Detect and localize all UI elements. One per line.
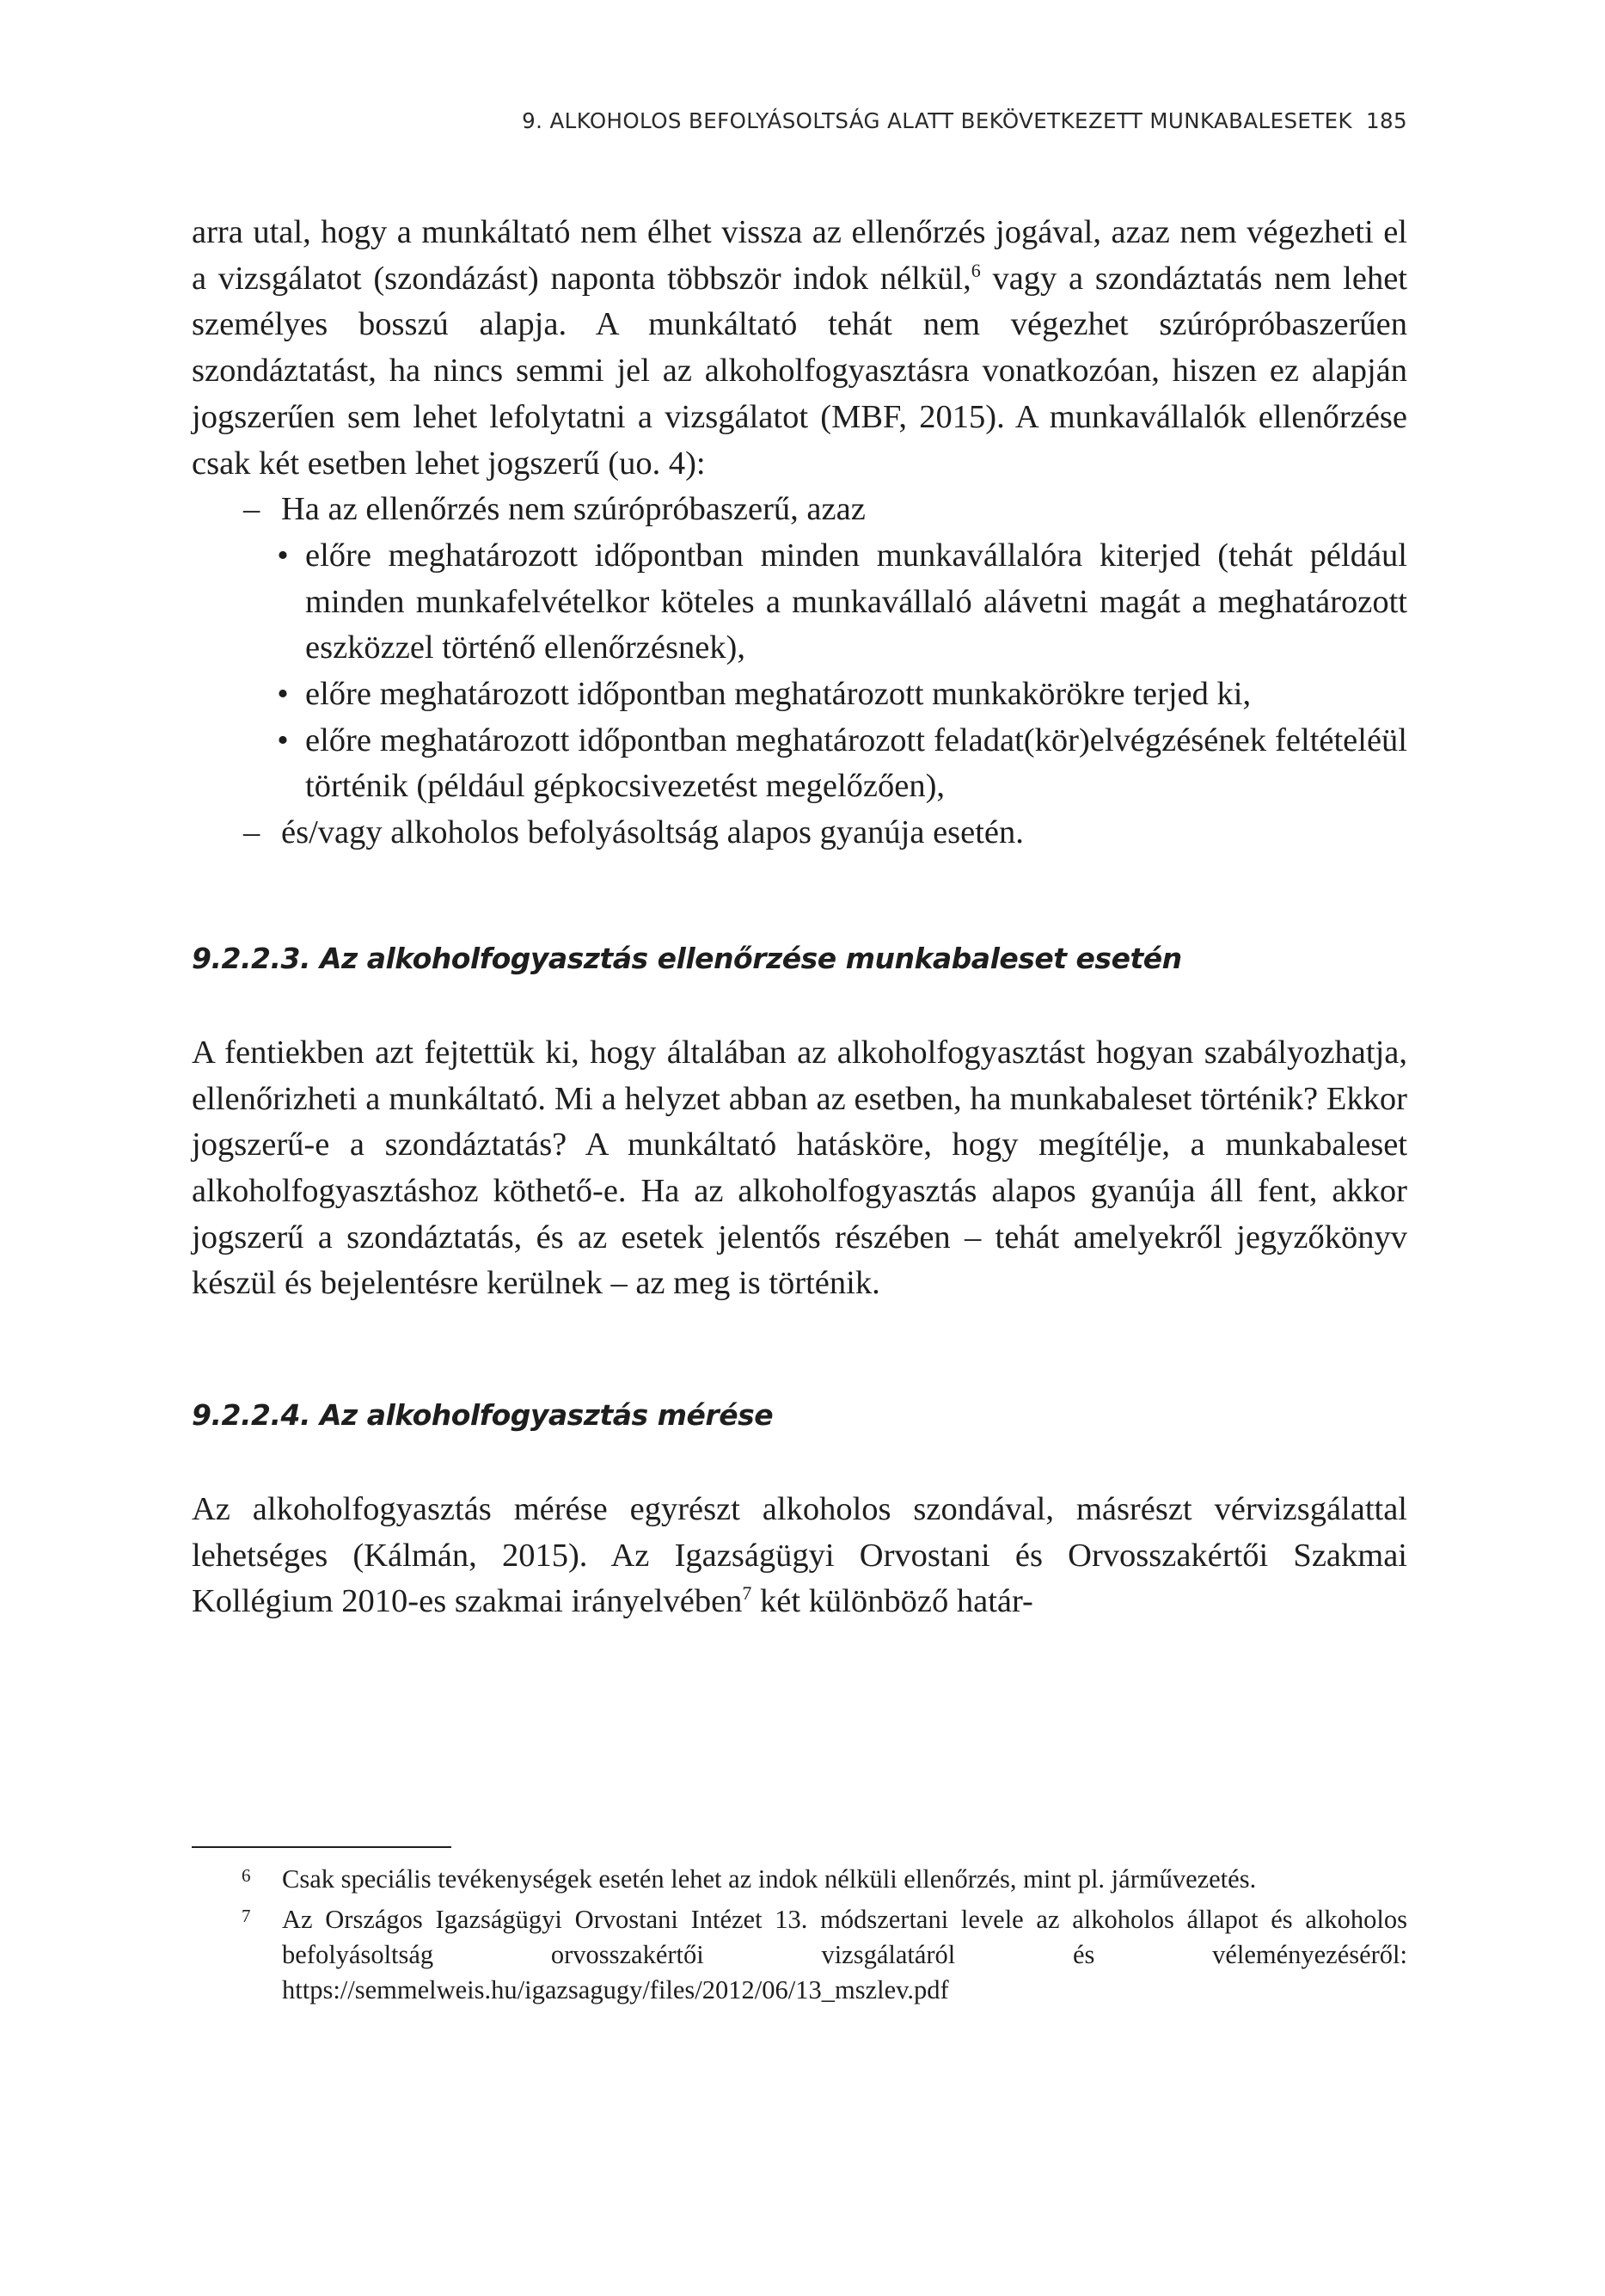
- list-item-text: előre meghatározott időpontban meghatározott munkakörökre terjed ki,: [305, 676, 1252, 713]
- footnote-text: Csak speciális tevékenységek esetén lehet az indok nélküli ellenőrzés, mint pl. járművezetés.: [282, 1864, 1257, 1894]
- footnote-ref-7[interactable]: 7: [742, 1582, 752, 1605]
- list-item: [277, 672, 1407, 718]
- section-heading: 9.2.2.3. Az alkoholfogyasztás ellenőrzése munkabaleset esetén: [192, 941, 1182, 975]
- list-item-text: előre meghatározott időpontban minden munkavállalóra kiterjed (tehát például minden munkafelvételkor köteles a munkavállaló alávetni magát a meghatározott eszközzel történő ellenőrzésnek),: [305, 537, 1407, 666]
- footnote: [192, 1862, 1407, 1897]
- list-item: [192, 487, 1407, 810]
- footnote-ref-6[interactable]: 6: [971, 259, 981, 281]
- intro-text-part2: vagy a szondáztatás nem lehet személyes bosszú alapja. A munkáltató tehát nem végezhet szúrópróbaszerűen szondáztatást, ha nincs semmi jel az alkoholfogyasztásra vonatkozóan, hiszen ez alapján jogszerűen sem lehet lefolytatni a vizsgálatot (MBF, 2015). A munkavállalók ellenőrzése csak két esetben lehet jogszerű (uo. 4):: [192, 260, 1407, 482]
- footnote: [192, 1902, 1407, 2008]
- footnote-number: 7: [242, 1906, 251, 1926]
- bullet-marker: •: [277, 721, 289, 758]
- running-head-title: 9. ALKOHOLOS BEFOLYÁSOLTSÁG ALATT BEKÖVETKEZETT MUNKABALESETEK: [522, 108, 1353, 133]
- footnotes: [192, 1862, 1407, 2013]
- list-item: [277, 718, 1407, 810]
- main-text: [192, 210, 1407, 1625]
- page-number: 185: [1366, 108, 1407, 133]
- section-paragraph: [192, 1487, 1407, 1625]
- dash-marker: –: [243, 814, 260, 851]
- bullet-marker: •: [277, 537, 289, 574]
- footnote-text: Az Országos Igazságügyi Orvostani Intézet 13. módszertani levele az alkoholos állapot és alkoholos befolyásoltság orvosszakértői vizsgálatáról és véleményezéséről: https://semmelweis.hu/igazsagugy/files/2012/06/13_mszlev.pdf: [282, 1905, 1407, 2004]
- section-paragraph: A fentiekben azt fejtettük ki, hogy általában az alkoholfogyasztást hogyan szabályozhatja, ellenőrizheti a munkáltató. Mi a helyzet abban az esetben, ha munkabaleset történik? Ekkor jogszerű-e a szondáztatás? A munkáltató hatásköre, hogy megítélje, a munkabaleset alkoholfogyasztáshoz köthető-e. Ha az alkoholfogyasztás alapos gyanúja áll fent, akkor jogszerű a szondáztatás, és az esetek jelentős részében – tehát amelyekről jegyzőkönyv készül és bejelentésre kerülnek – az meg is történik.: [192, 1034, 1407, 1302]
- list-item: [192, 810, 1407, 856]
- intro-paragraph: [192, 210, 1407, 487]
- running-header: [192, 108, 1407, 133]
- list-item-text: és/vagy alkoholos befolyásoltság alapos gyanúja esetén.: [281, 814, 1024, 851]
- section-text-part2: két különböző határ-: [751, 1583, 1033, 1620]
- list-item-text: Ha az ellenőrzés nem szúrópróbaszerű, azaz: [281, 491, 866, 528]
- list-item: [277, 533, 1407, 672]
- list-item-text: előre meghatározott időpontban meghatározott feladat(kör)elvégzésének feltételéül történik (például gépkocsivezetést megelőzően),: [305, 721, 1407, 805]
- bullet-marker: •: [277, 676, 289, 713]
- footnote-divider: [192, 1846, 451, 1848]
- dash-marker: –: [243, 491, 260, 528]
- intro-text-part1: arra utal, hogy a munkáltató nem élhet vissza az ellenőrzés jogával, azaz nem végezheti el a vizsgálatot (szondázást) naponta többször indok nélkül,: [192, 214, 1407, 297]
- footnote-number: 6: [242, 1865, 251, 1886]
- section-text-part1: Az alkoholfogyasztás mérése egyrészt alkoholos szondával, másrészt vérvizsgálattal lehetséges (Kálmán, 2015). Az Igazságügyi Orvostani és Orvosszakértői Szakmai Kollégium 2010-es szakmai irányelvében: [192, 1491, 1407, 1620]
- conditions-list: [192, 487, 1407, 856]
- section-heading: 9.2.2.4. Az alkoholfogyasztás mérése: [192, 1398, 774, 1433]
- sub-list: [277, 533, 1407, 810]
